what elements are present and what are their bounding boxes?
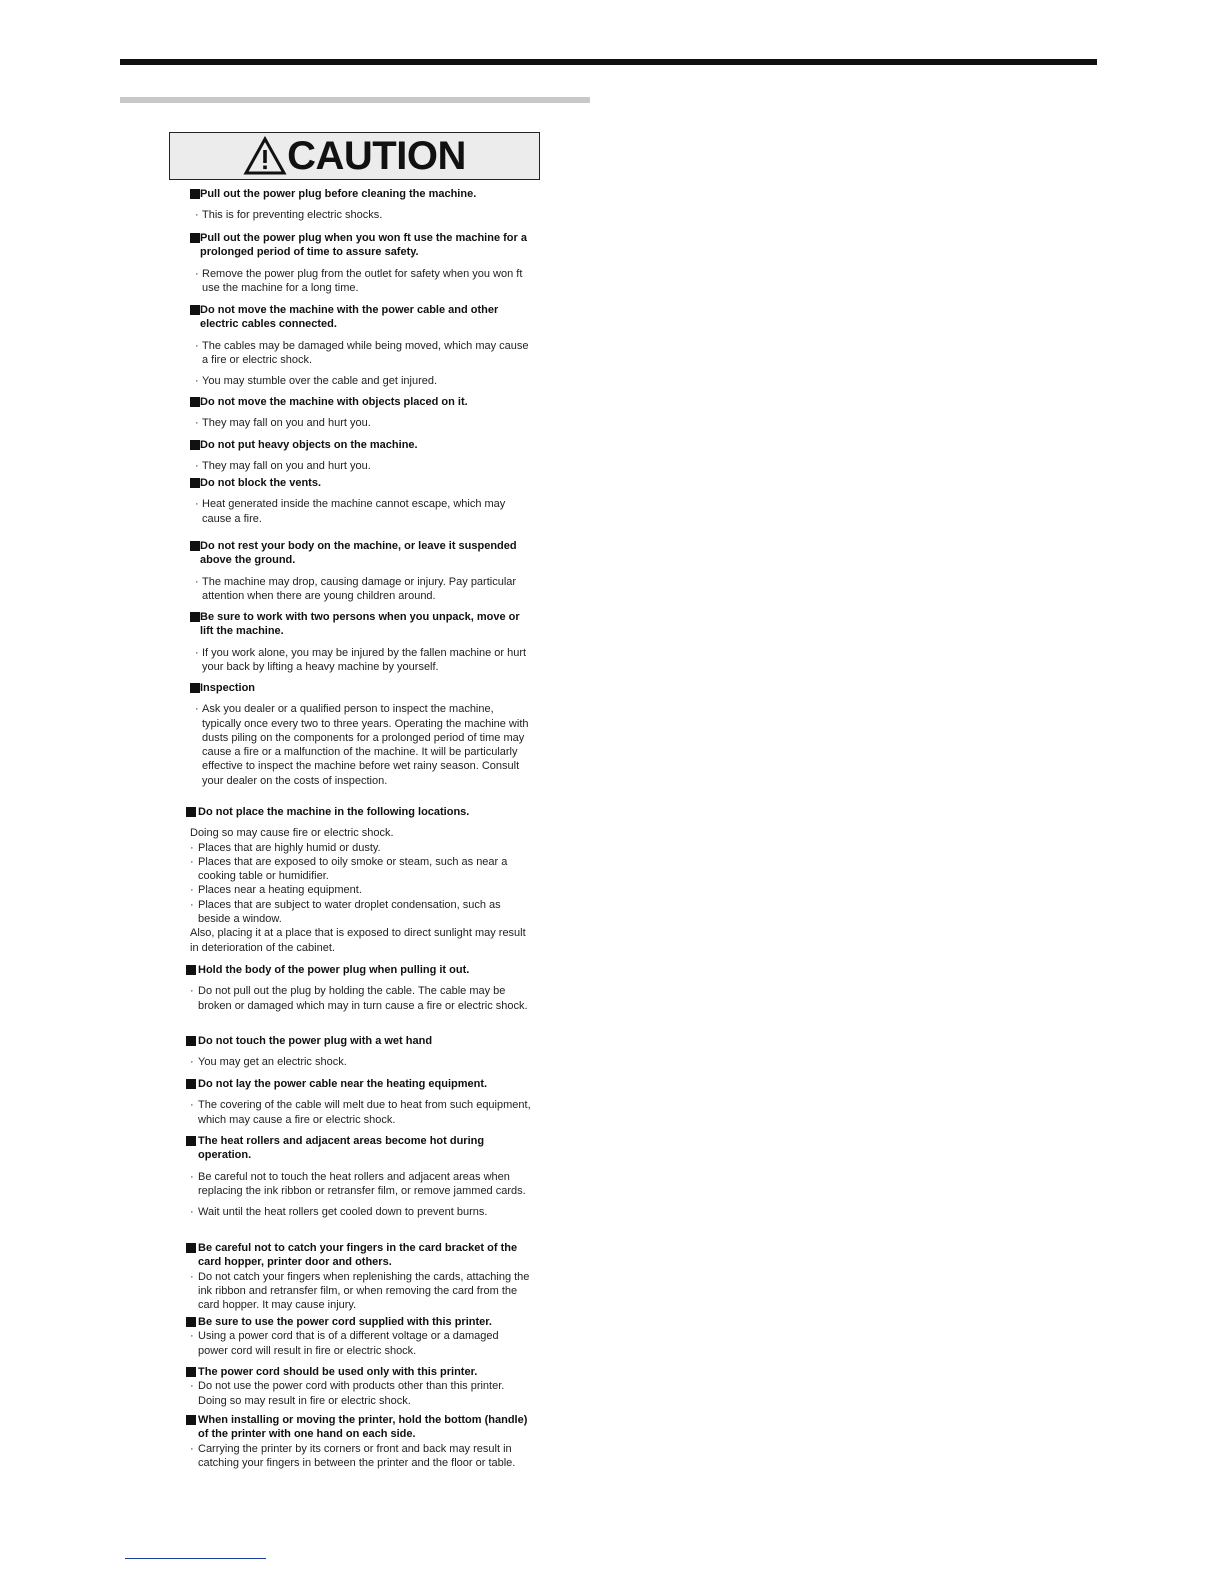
caution-detail: · If you work alone, you may be injured by the fallen machine or hurt your back by lifting a heavy machine by yourself. [195,646,527,673]
caution-detail: · You may get an electric shock. [190,1056,347,1069]
caution-heading: Do not place the machine in the following locations. [186,805,531,819]
caution-item [186,231,531,295]
caution-detail: · You may stumble over the cable and get injured. [195,375,438,388]
caution-heading: When installing or moving the printer, hold the bottom (handle) of the printer with one hand on each side. [186,1413,531,1442]
caution-heading: Be sure to work with two persons when you unpack, move or lift the machine. [186,610,531,639]
caution-detail: · Be careful not to touch the heat rollers and adjacent areas when replacing the ink ribbon or retransfer film, or remove jammed cards. [190,1170,526,1197]
caution-item [186,539,531,603]
square-bullet-icon [186,1317,196,1327]
caution-heading: Do not touch the power plug with a wet hand [186,1034,531,1048]
square-bullet-icon [190,440,200,450]
caution-intro: Doing so may cause fire or electric shock. [190,827,394,840]
caution-detail: · They may fall on you and hurt you. [195,460,371,473]
square-bullet-icon [186,1036,196,1046]
caution-detail: · Remove the power plug from the outlet for safety when you won ft use the machine for a long time. [195,267,523,294]
caution-item [186,1077,531,1127]
caution-detail: · Do not use the power cord with products other than this printer. Doing so may result in fire or electric shock. [190,1380,505,1407]
caution-heading: Inspection [186,681,531,695]
caution-heading: Be sure to use the power cord supplied with this printer. [186,1315,531,1329]
square-bullet-icon [190,683,200,693]
caution-heading: Do not block the vents. [186,476,531,490]
square-bullet-icon [190,305,200,315]
caution-heading: Do not put heavy objects on the machine. [186,438,531,452]
caution-item [186,303,531,388]
caution-detail: · Using a power cord that is of a different voltage or a damaged power cord will result in fire or electric shock. [190,1330,499,1357]
caution-detail: · The covering of the cable will melt due to heat from such equipment, which may cause a fire or electric shock. [190,1099,531,1126]
caution-item [186,610,531,674]
caution-detail: · Wait until the heat rollers get cooled down to prevent burns. [190,1206,488,1219]
caution-heading: Do not move the machine with objects placed on it. [186,395,531,409]
warning-triangle-icon [243,136,287,176]
section-rule [120,97,590,103]
footer-link-rule [125,1558,266,1559]
square-bullet-icon [186,807,196,817]
caution-heading: Pull out the power plug before cleaning the machine. [186,187,531,201]
caution-heading: Be careful not to catch your fingers in the card bracket of the card hopper, printer door and others. [186,1241,531,1270]
caution-item [186,805,531,955]
square-bullet-icon [186,1243,196,1253]
caution-detail: · Heat generated inside the machine cannot escape, which may cause a fire. [195,498,506,525]
square-bullet-icon [190,541,200,551]
caution-heading: Do not rest your body on the machine, or leave it suspended above the ground. [186,539,531,568]
caution-detail: · This is for preventing electric shocks. [195,209,383,222]
square-bullet-icon [190,478,200,488]
caution-detail: · Places near a heating equipment. [190,884,362,897]
caution-detail: · Places that are highly humid or dusty. [190,841,381,854]
caution-detail: · Carrying the printer by its corners or front and back may result in catching your fingers in between the printer and the floor or table. [190,1442,516,1469]
square-bullet-icon [186,1136,196,1146]
caution-item [186,187,531,223]
caution-heading: Hold the body of the power plug when pulling it out. [186,963,531,977]
caution-item [186,395,531,431]
caution-detail: · Do not catch your fingers when replenishing the cards, attaching the ink ribbon and retransfer film, or when removing the card from the card hopper. It may cause injury. [190,1270,530,1312]
caution-item [186,1315,531,1358]
caution-item [186,1413,531,1470]
square-bullet-icon [190,189,200,199]
caution-heading: The heat rollers and adjacent areas become hot during operation. [186,1134,531,1163]
caution-detail: · The cables may be damaged while being moved, which may cause a fire or electric shock. [195,339,529,366]
square-bullet-icon [190,612,200,622]
caution-item [186,1034,531,1070]
caution-detail: · The machine may drop, causing damage or injury. Pay particular attention when there are young children around. [195,575,517,602]
square-bullet-icon [186,965,196,975]
top-rule [120,59,1097,65]
square-bullet-icon [186,1415,196,1425]
caution-outro: Also, placing it at a place that is exposed to direct sunlight may result in deterioration of the cabinet. [190,927,526,954]
square-bullet-icon [190,233,200,243]
caution-item [186,1365,531,1408]
caution-item [186,438,531,474]
caution-detail: · Places that are subject to water droplet condensation, such as beside a window. [190,898,501,926]
caution-heading: Do not lay the power cable near the heating equipment. [186,1077,531,1091]
caution-detail: · Ask you dealer or a qualified person to inspect the machine, typically once every two to three years. Operating the machine with dusts piling on the components for a prolonged period of time may cause a fire or a malfunction of the machine. It will be particularly effective to inspect the machine before wet rainy season. Consult your dealer on the costs of inspection. [195,703,529,787]
caution-banner [169,132,540,180]
caution-heading: The power cord should be used only with this printer. [186,1365,531,1379]
square-bullet-icon [186,1367,196,1377]
square-bullet-icon [186,1079,196,1089]
caution-detail: · They may fall on you and hurt you. [195,417,371,430]
caution-item [186,963,531,1013]
caution-heading: Do not move the machine with the power cable and other electric cables connected. [186,303,531,332]
caution-item [186,1134,531,1219]
caution-heading: Pull out the power plug when you won ft use the machine for a prolonged period of time to assure safety. [186,231,531,260]
caution-detail: · Do not pull out the plug by holding the cable. The cable may be broken or damaged which may in turn cause a fire or electric shock. [190,985,528,1012]
caution-item [186,681,531,788]
caution-item [186,476,531,526]
caution-item [186,1241,531,1312]
square-bullet-icon [190,397,200,407]
caution-detail: · Places that are exposed to oily smoke or steam, such as near a cooking table or humidifier. [190,855,508,883]
caution-title: CAUTION [287,134,466,178]
